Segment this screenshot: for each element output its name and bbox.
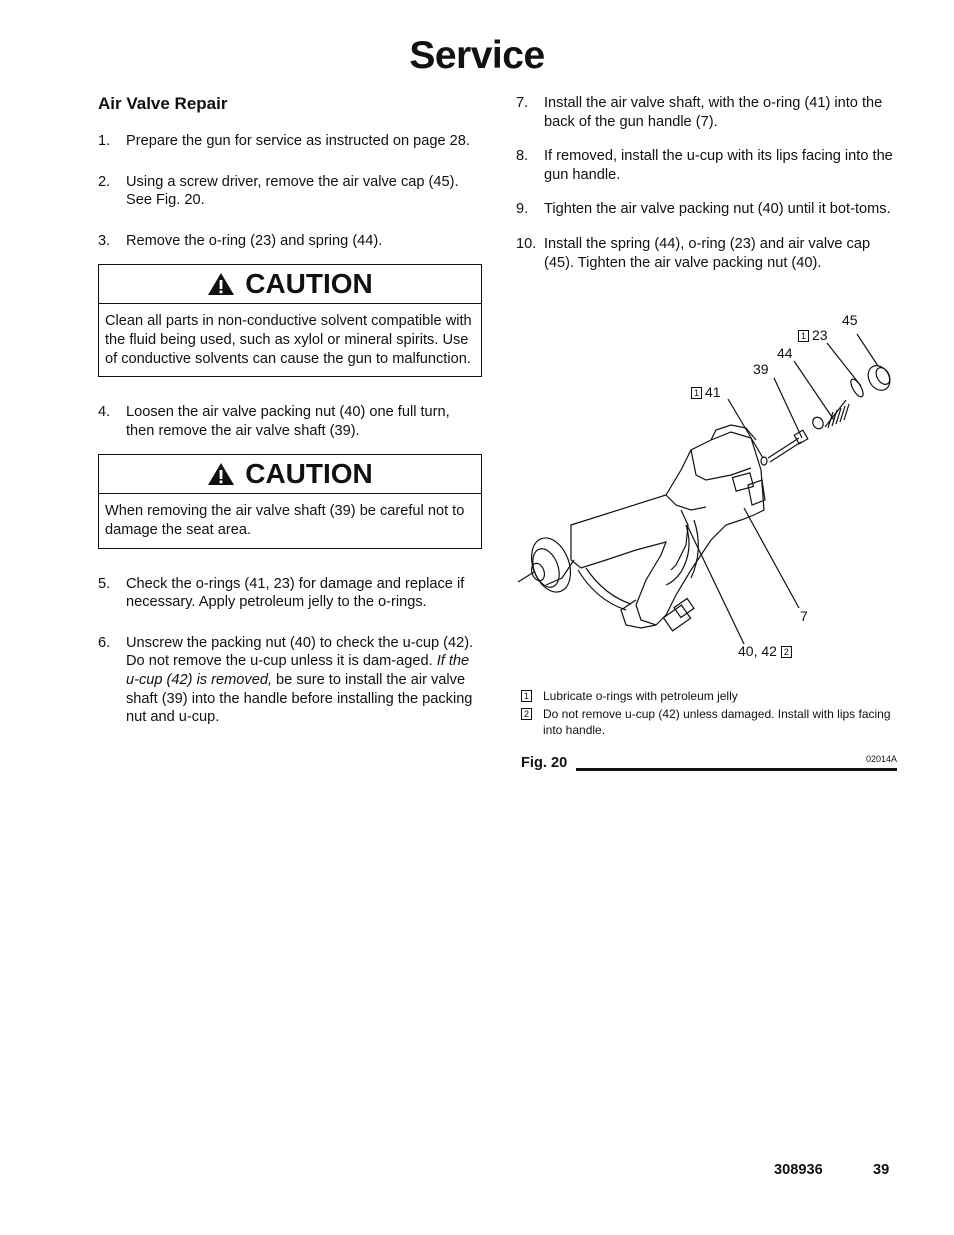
note-marker: 2: [521, 708, 532, 720]
section-heading: Air Valve Repair: [98, 94, 228, 113]
step-9: [516, 200, 898, 219]
step-text: Install the air valve shaft, with the o-ring (41) into the back of the gun handle (7).: [544, 95, 883, 130]
step-text: [126, 634, 482, 727]
step-number: 4.: [98, 404, 111, 421]
warning-triangle-icon: [207, 272, 235, 296]
step-text: Install the spring (44), o-ring (23) and air valve cap (45). Tighten the air valve packing nut (40).: [544, 235, 871, 271]
callout-39: 39: [753, 361, 769, 377]
step-text-part: be sure to install the air valve shaft (39) into the handle before installing the packing nut and u-cup.: [126, 671, 473, 726]
step-text: Prepare the gun for service as instructed on page 28.: [126, 133, 470, 149]
note-1-marker: 1: [691, 387, 702, 399]
step-4: [98, 403, 482, 440]
step-number: 3.: [98, 232, 111, 249]
step-text: Tighten the air valve packing nut (40) until it bot-toms.: [544, 201, 891, 218]
step-text-italic: If the u-cup (42) is removed,: [126, 653, 470, 688]
caution-box-1: [98, 264, 482, 377]
caution-box-2: [98, 454, 482, 548]
caution-label: CAUTION: [245, 458, 373, 490]
step-number: 10.: [516, 235, 537, 252]
step-number: 9.: [516, 201, 529, 218]
caution-label: CAUTION: [245, 268, 373, 300]
step-number: 2.: [98, 173, 111, 190]
step-7: [516, 94, 898, 131]
step-8: [516, 147, 898, 184]
step-text: Check the o-rings (41, 23) for damage and replace if necessary. Apply petroleum jelly to the o-rings.: [126, 575, 465, 611]
note-text: Lubricate o-rings with petroleum jelly: [543, 689, 738, 703]
left-column: [98, 94, 482, 749]
step-3: [98, 232, 482, 251]
step-number: 7.: [516, 95, 529, 111]
figure-note-2: [521, 706, 901, 738]
callout-40-42: [738, 643, 795, 659]
step-number: 8.: [516, 148, 529, 165]
page-title: Service: [409, 34, 545, 77]
step-5: [98, 575, 482, 612]
document-number: 308936: [774, 1162, 823, 1178]
figure-label: Fig. 20: [521, 755, 568, 771]
step-2: [98, 173, 482, 210]
step-text: Remove the o-ring (23) and spring (44).: [126, 232, 383, 249]
note-marker: 1: [521, 690, 532, 702]
step-number: 1.: [98, 133, 111, 149]
caution-text: Clean all parts in non-conductive solvent compatible with the fluid being used, such as xylol or mineral spirits. Use of conductive solvents can cause the gun to malfunction.: [105, 313, 472, 367]
callout-7: 7: [800, 608, 808, 624]
figure-code: 02014A: [865, 754, 897, 764]
step-6: [98, 634, 482, 727]
caution-header: [99, 265, 481, 304]
right-column: [516, 94, 898, 288]
caution-text: When removing the air valve shaft (39) be careful not to damage the seat area.: [105, 503, 465, 538]
note-1-marker: 1: [798, 330, 809, 342]
callout-40-42-label: 40, 42: [738, 643, 777, 659]
step-number: 5.: [98, 575, 111, 592]
note-text: Do not remove u-cup (42) unless damaged. Install with lips facing into handle.: [543, 707, 891, 737]
figure-notes: [521, 688, 901, 738]
figure-caption: [521, 754, 897, 774]
note-2-marker: 2: [781, 646, 792, 658]
step-10: [516, 235, 898, 272]
callout-45: 45: [842, 312, 858, 328]
warning-triangle-icon: [207, 462, 235, 486]
step-1: [98, 132, 482, 151]
figure-note-1: [521, 688, 901, 704]
caution-header: [99, 455, 481, 494]
spray-gun-illustration: [516, 310, 901, 650]
callout-41: [691, 384, 721, 400]
caption-rule: [576, 768, 897, 771]
callout-23: [798, 327, 828, 343]
callout-41-label: 41: [705, 384, 721, 400]
spray-gun-exploded-view: [516, 310, 901, 659]
page-number: 39: [873, 1162, 890, 1178]
step-text: Loosen the air valve packing nut (40) one full turn, then remove the air valve shaft (39).: [126, 404, 450, 439]
step-number: 6.: [98, 634, 111, 651]
step-text: Using a screw driver, remove the air valve cap (45). See Fig. 20.: [126, 173, 459, 209]
callout-23-label: 23: [812, 327, 828, 343]
callout-44: 44: [777, 345, 793, 361]
step-text: If removed, install the u-cup with its lips facing into the gun handle.: [544, 148, 893, 183]
step-text-part: Unscrew the packing nut (40) to check the u-cup (42). Do not remove the u-cup unless it is dam-aged.: [126, 634, 474, 670]
